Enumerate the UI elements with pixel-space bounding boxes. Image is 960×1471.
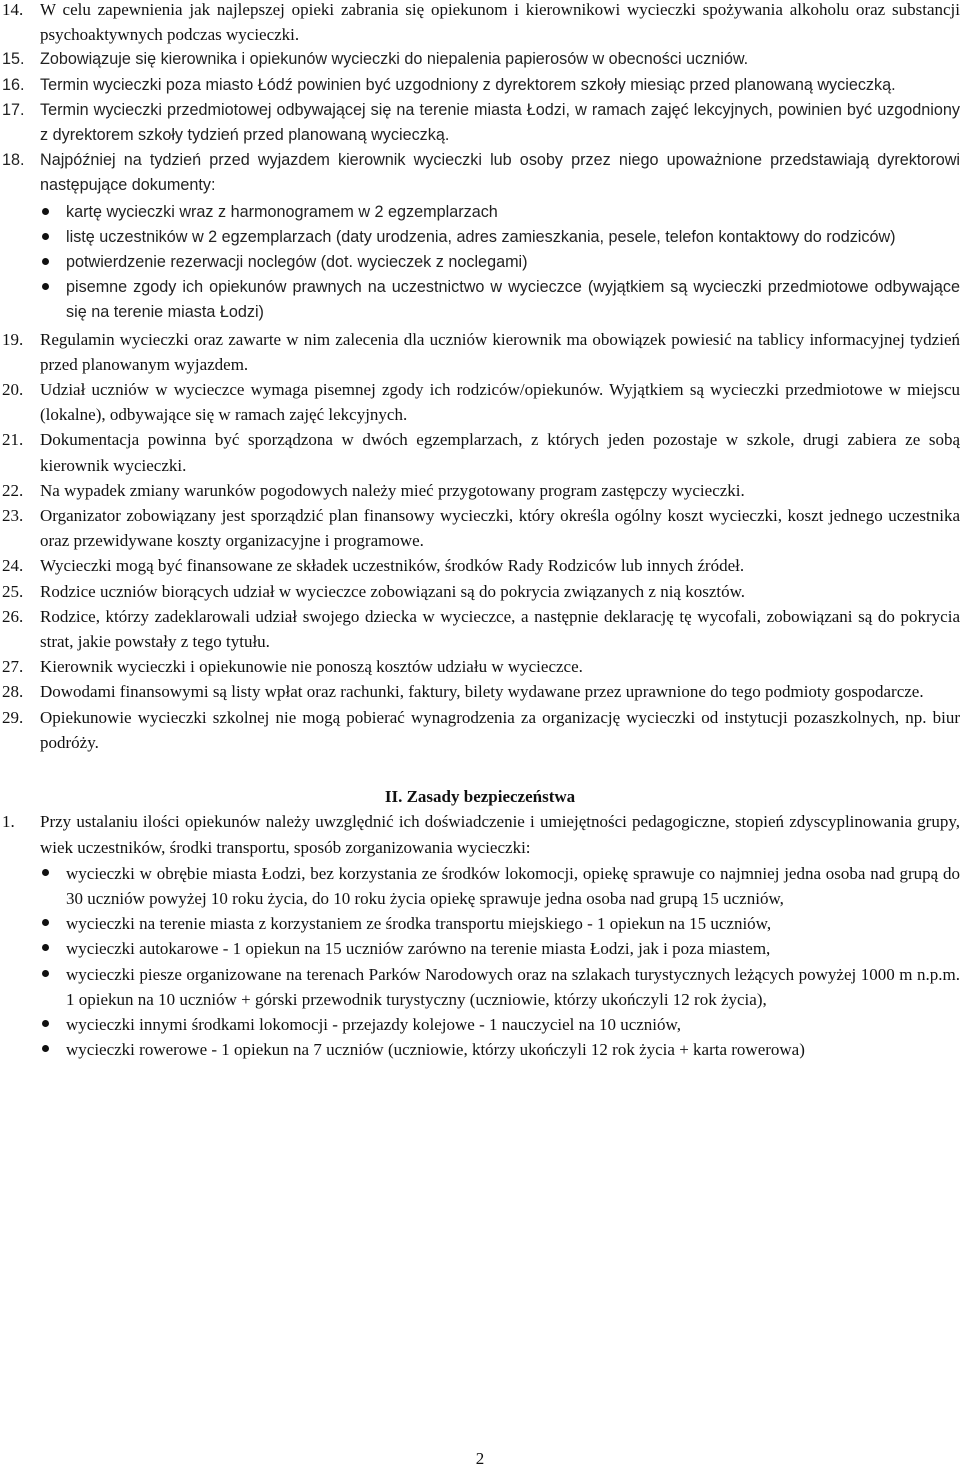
list-item-24 xyxy=(0,553,960,578)
item-number: 18. xyxy=(2,151,25,170)
bullet-icon xyxy=(42,258,49,265)
list-item-20 xyxy=(0,377,960,427)
bullet-item xyxy=(40,936,960,961)
item-text: Rodzice, którzy zadeklarowali udział swojego dziecka w wycieczce, a następnie deklarację tę wycofali, zobowiązani są do pokrycia strat, jakie powstały z tego tytułu. xyxy=(40,606,960,652)
bullet-icon xyxy=(42,1045,49,1052)
item-text: Zobowiązuje się kierownika i opiekunów wycieczki do niepalenia papierosów w obecności uczniów. xyxy=(40,50,749,69)
list-item-21 xyxy=(0,427,960,477)
bullet-text: wycieczki rowerowe - 1 opiekun na 7 uczniów (uczniowie, którzy ukończyli 12 rok życia + karta rowerowa) xyxy=(66,1040,805,1060)
bullet-icon xyxy=(42,970,49,977)
item-number: 19. xyxy=(2,329,24,349)
item-text: Dowodami finansowymi są listy wpłat oraz rachunki, faktury, bilety wydawane przez uprawnione do tego podmioty gospodarcze. xyxy=(40,682,924,702)
list-item-29 xyxy=(0,705,960,755)
list-item-1 xyxy=(0,809,960,1063)
documents-list xyxy=(40,200,960,326)
bullet-text: wycieczki piesze organizowane na terenach Parków Narodowych oraz na szlakach turystycznych leżących powyżej 1000 m n.p.m. 1 opiekun na 10 uczniów + górski przewodnik turystyczny (uczniowie, którzy ukończyli 12 rok życia), xyxy=(66,964,960,1009)
list-item-23 xyxy=(0,503,960,553)
item-number: 1. xyxy=(2,812,15,832)
bullet-item xyxy=(40,861,960,911)
item-intro: Najpóźniej na tydzień przed wyjazdem kierownik wycieczki lub osoby przez niego upoważnione przedstawiają dyrektorowi następujące dokumenty: xyxy=(40,151,960,195)
bullet-item xyxy=(40,200,960,225)
page-number: 2 xyxy=(475,1449,485,1468)
item-number: 17. xyxy=(2,100,25,119)
item-number: 25. xyxy=(2,581,24,601)
item-text: Dokumentacja powinna być sporządzona w dwóch egzemplarzach, z których jeden pozostaje w szkole, drugi zabiera ze sobą kierownik wycieczki. xyxy=(40,430,960,475)
item-number: 23. xyxy=(2,506,24,526)
bullet-item xyxy=(40,1012,960,1037)
supervision-list xyxy=(40,861,960,1063)
item-intro: Przy ustalaniu ilości opiekunów należy uwzględnić ich doświadczenie i umiejętności pedagogiczne, stopień zdyscyplinowania grupy, wiek uczestników, środki transportu, sposób zorganizowania wycieczki: xyxy=(40,812,960,857)
item-text: Regulamin wycieczki oraz zawarte w nim zalecenia dla uczniów kierownik ma obowiązek powiesić na tablicy informacyjnej tydzień przed planowanym wyjazdem. xyxy=(40,329,960,374)
item-number: 16. xyxy=(2,75,25,94)
bullet-text: wycieczki innymi środkami lokomocji - przejazdy kolejowe - 1 nauczyciel na 10 uczniów, xyxy=(66,1014,681,1034)
item-number: 15. xyxy=(2,50,25,69)
item-text: Na wypadek zmiany warunków pogodowych należy mieć przygotowany program zastępczy wycieczki. xyxy=(40,480,745,500)
bullet-icon xyxy=(42,208,49,215)
list-item-14 xyxy=(0,0,960,47)
item-number: 27. xyxy=(2,657,24,677)
bullet-text: pisemne zgody ich opiekunów prawnych na uczestnictwo w wycieczce (wyjątkiem są wycieczki przedmiotowe odbywające się na terenie miasta Łodzi) xyxy=(66,278,960,322)
bullet-item xyxy=(40,275,960,325)
bullet-icon xyxy=(42,233,49,240)
item-number: 28. xyxy=(2,682,24,702)
item-text xyxy=(40,809,960,1063)
item-number: 29. xyxy=(2,707,24,727)
list-item-28 xyxy=(0,679,960,704)
list-item-16 xyxy=(0,73,960,98)
bullet-text: wycieczki na terenie miasta z korzystaniem ze środka transportu miejskiego - 1 opiekun na 15 uczniów, xyxy=(66,914,772,934)
bullet-text: potwierdzenie rezerwacji noclegów (dot. wycieczek z noclegami) xyxy=(66,253,528,272)
item-text: Rodzice uczniów biorących udział w wycieczce zobowiązani są do pokrycia związanych z nią kosztów. xyxy=(40,581,746,601)
bullet-icon xyxy=(42,1020,49,1027)
list-item-25 xyxy=(0,579,960,604)
item-text: Kierownik wycieczki i opiekunowie nie ponoszą kosztów udziału w wycieczce. xyxy=(40,657,583,677)
list-item-18 xyxy=(0,148,960,326)
bullet-text: listę uczestników w 2 egzemplarzach (daty urodzenia, adres zamieszkania, pesele, telefon kontaktowy do rodziców) xyxy=(66,227,896,246)
item-text: Termin wycieczki poza miasto Łódź powinien być uzgodniony z dyrektorem szkoły miesiąc przed planowaną wycieczką. xyxy=(40,75,896,94)
item-text: W celu zapewnienia jak najlepszej opieki zabrania się opiekunom i kierownikowi wycieczki spożywania alkoholu oraz substancji psychoaktywnych podczas wycieczki. xyxy=(40,0,960,45)
bullet-icon xyxy=(42,919,49,926)
section-heading: II. Zasady bezpieczeństwa xyxy=(384,787,576,807)
list-item-26 xyxy=(0,604,960,654)
bullet-item xyxy=(40,962,960,1012)
bullet-icon xyxy=(42,869,49,876)
list-item-15 xyxy=(0,47,960,72)
bullet-icon xyxy=(42,283,49,290)
item-number: 20. xyxy=(2,380,24,400)
bullet-text: kartę wycieczki wraz z harmonogramem w 2 egzemplarzach xyxy=(66,202,498,221)
item-number: 26. xyxy=(2,606,24,626)
item-text xyxy=(40,148,960,326)
bullet-text: wycieczki w obrębie miasta Łodzi, bez korzystania ze środków lokomocji, opiekę sprawuje co najmniej jedna osoba nad grupą do 30 uczniów powyżej 10 roku życia, do 10 roku życia opiekę sprawuje jedna osoba nad grupą 15 uczniów, xyxy=(66,863,960,908)
list-item-22 xyxy=(0,478,960,503)
list-item-19 xyxy=(0,327,960,377)
item-number: 24. xyxy=(2,556,24,576)
item-text: Opiekunowie wycieczki szkolnej nie mogą pobierać wynagrodzenia za organizację wycieczki od instytucji pozaszkolnych, np. biur podróży. xyxy=(40,707,960,752)
bullet-item xyxy=(40,1037,960,1062)
list-item-27 xyxy=(0,654,960,679)
bullet-text: wycieczki autokarowe - 1 opiekun na 15 uczniów zarówno na terenie miasta Łodzi, jak i poza miastem, xyxy=(66,939,771,959)
bullet-item xyxy=(40,250,960,275)
item-number: 21. xyxy=(2,430,24,450)
item-number: 14. xyxy=(2,0,24,19)
bullet-icon xyxy=(42,944,49,951)
item-text: Termin wycieczki przedmiotowej odbywającej się na terenie miasta Łodzi, w ramach zajęć lekcyjnych, powinien być uzgodniony z dyrektorem szkoły tydzień przed planowaną wycieczką. xyxy=(40,100,960,145)
bullet-item xyxy=(40,225,960,250)
item-text: Organizator zobowiązany jest sporządzić plan finansowy wycieczki, który określa ogólny koszt wycieczki, koszt jednego uczestnika oraz przewidywane koszty organizacyjne i programowe. xyxy=(40,506,960,551)
item-text: Wycieczki mogą być finansowane ze składek uczestników, środków Rady Rodziców lub innych źródeł. xyxy=(40,556,745,576)
list-item-17 xyxy=(0,98,960,148)
bullet-item xyxy=(40,911,960,936)
item-number: 22. xyxy=(2,480,24,500)
item-text: Udział uczniów w wycieczce wymaga pisemnej zgody ich rodziców/opiekunów. Wyjątkiem są wycieczki przedmiotowe w miejscu (lokalne), odbywające się w ramach zajęć lekcyjnych. xyxy=(40,380,960,425)
